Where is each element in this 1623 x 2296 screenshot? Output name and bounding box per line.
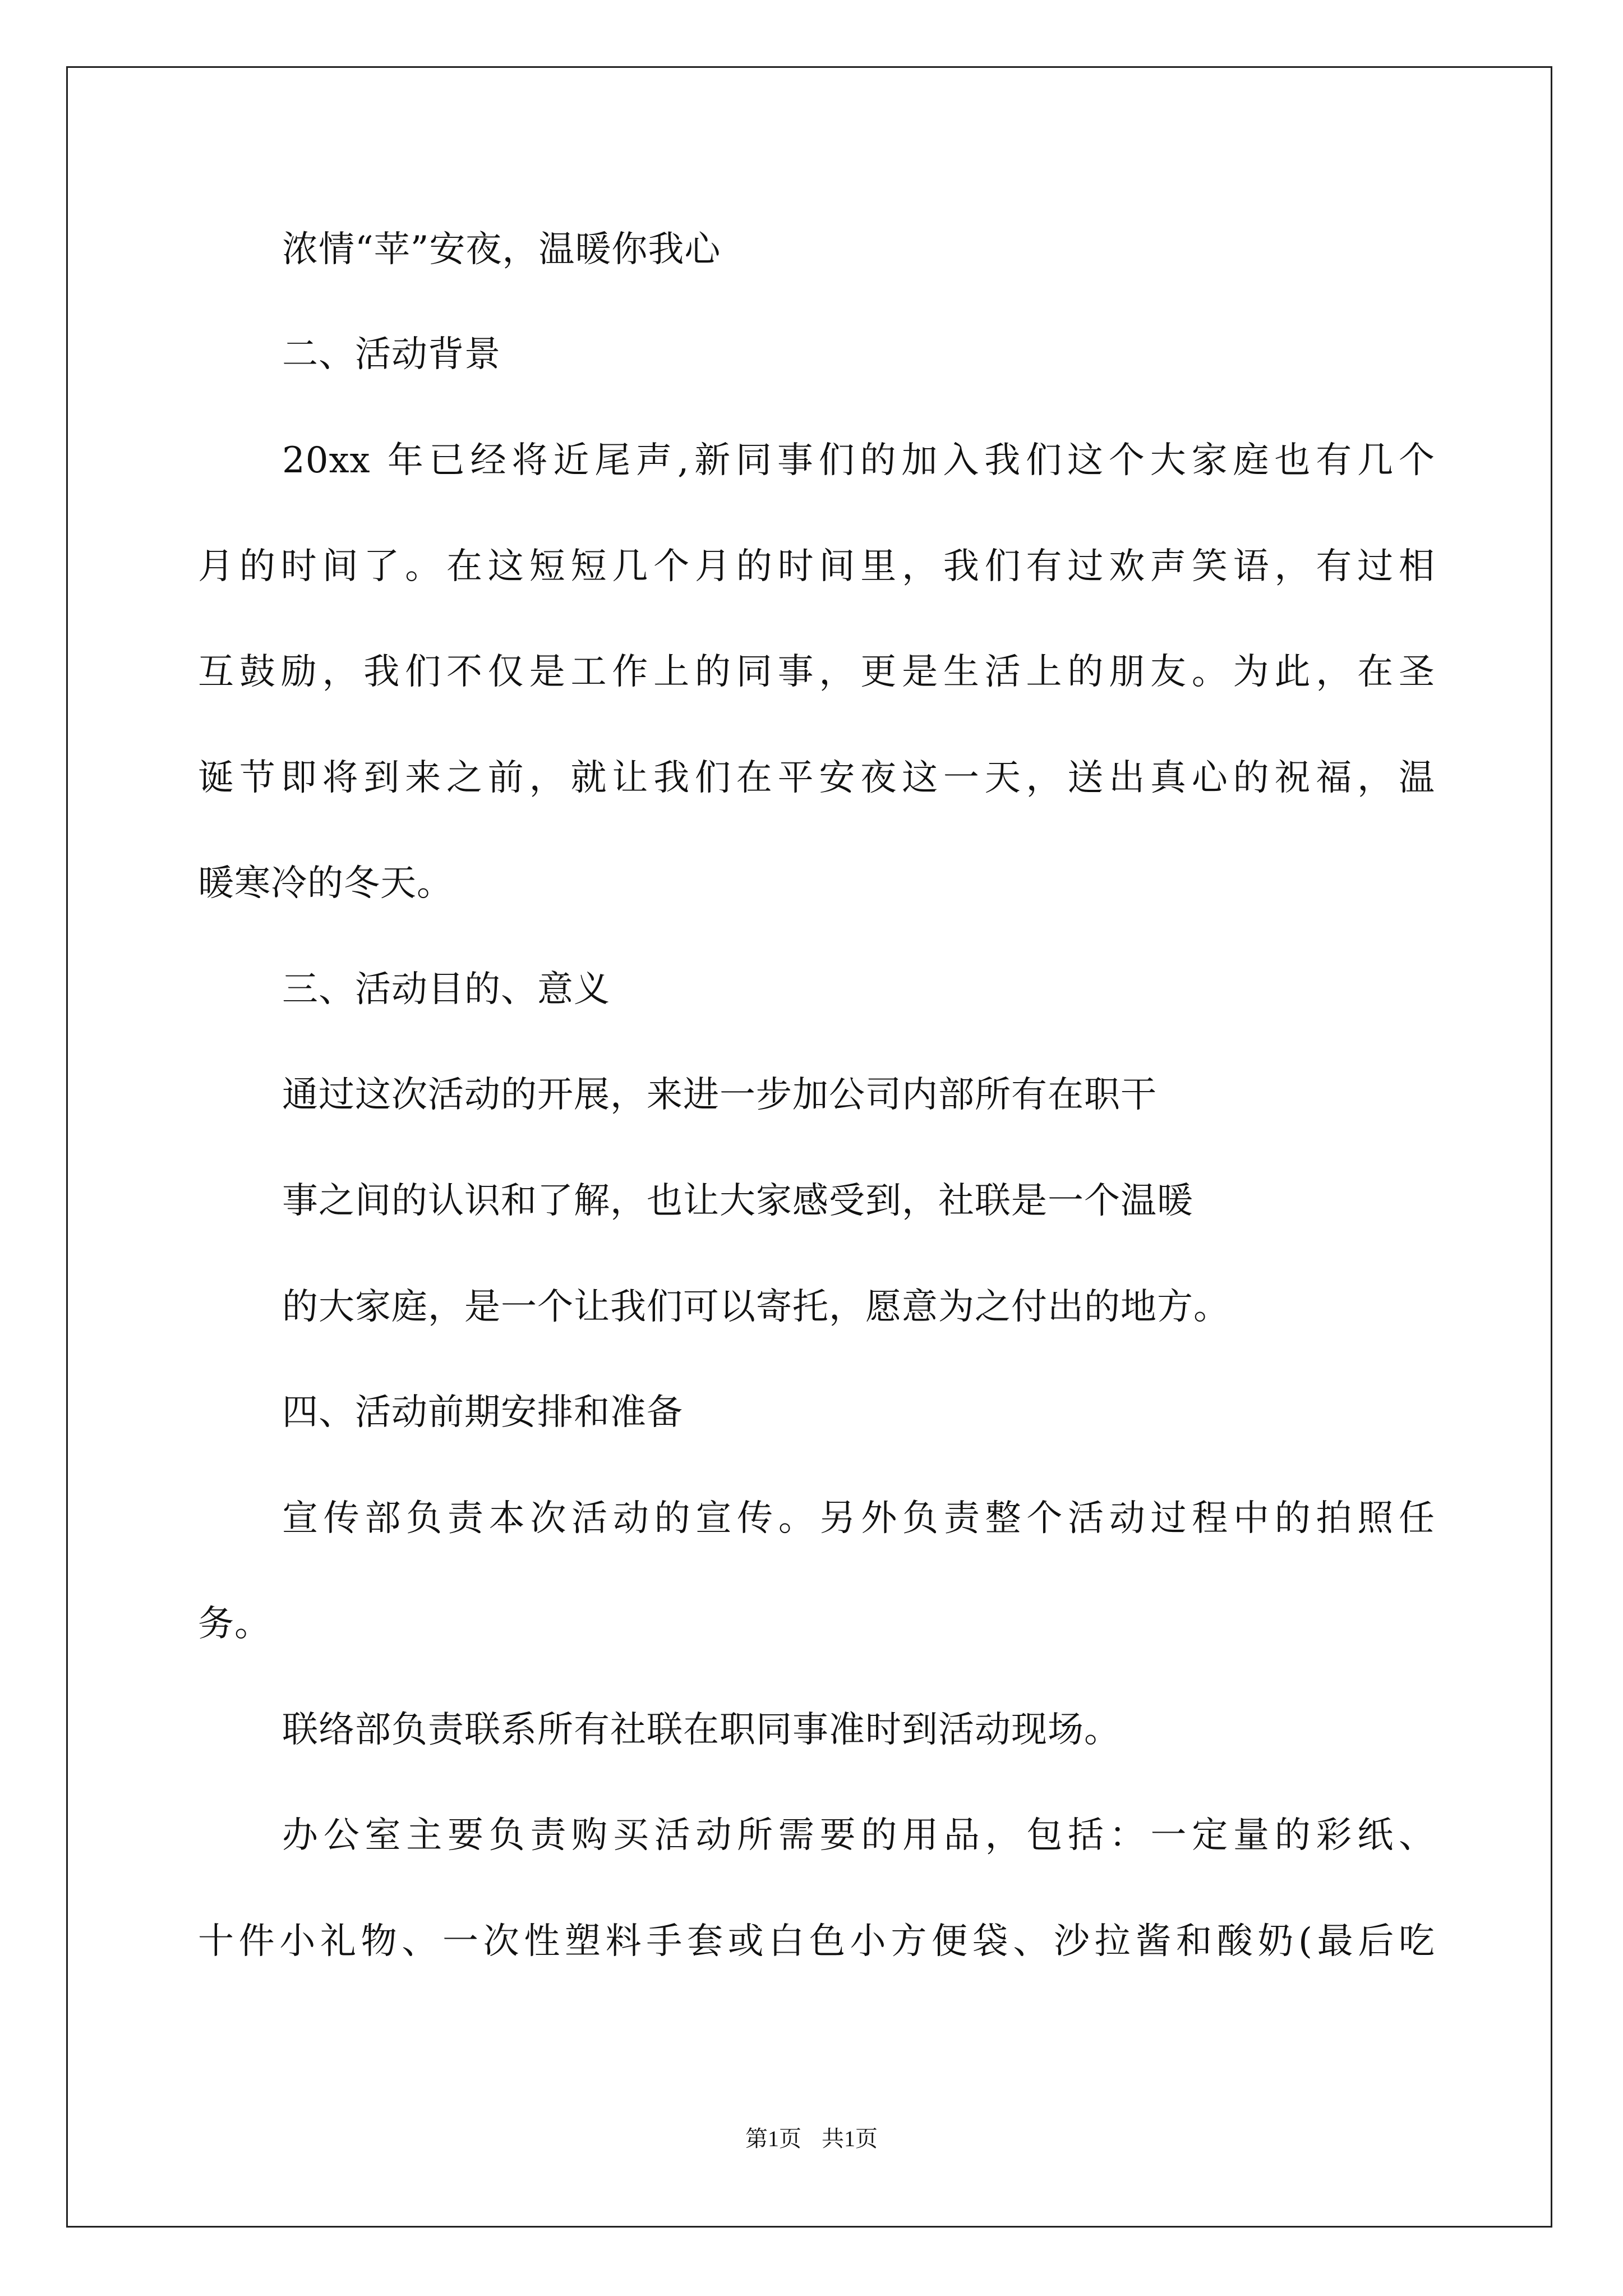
section-heading-background: 二、活动背景 bbox=[282, 334, 501, 375]
paragraph-line: 通过这次活动的开展，来进一步加公司内部所有在职干 bbox=[282, 1074, 1157, 1116]
paragraph-line: 暖寒冷的冬天。 bbox=[198, 863, 453, 904]
paragraph-line: 互鼓励，我们不仅是工作上的同事，更是生活上的朋友。为此，在圣 bbox=[198, 651, 1435, 693]
paragraph-line: 十件小礼物、一次性塑料手套或白色小方便袋、沙拉酱和酸奶(最后吃 bbox=[198, 1921, 1435, 1962]
page-number: 第1页 bbox=[745, 2126, 801, 2151]
paragraph-line: 诞节即将到来之前，就让我们在平安夜这一天，送出真心的祝福，温 bbox=[198, 757, 1435, 799]
section-heading-preparation: 四、活动前期安排和准备 bbox=[282, 1392, 683, 1433]
page-footer bbox=[0, 2125, 1623, 2153]
page-total: 共1页 bbox=[822, 2126, 878, 2151]
paragraph-line: 的大家庭，是一个让我们可以寄托，愿意为之付出的地方。 bbox=[282, 1286, 1230, 1328]
paragraph-line: 宣传部负责本次活动的宣传。另外负责整个活动过程中的拍照任 bbox=[282, 1498, 1435, 1539]
paragraph-line: 20xx 年已经将近尾声,新同事们的加入我们这个大家庭也有几个 bbox=[282, 440, 1435, 481]
page-border bbox=[66, 66, 1552, 2228]
paragraph-line: 务。 bbox=[198, 1603, 271, 1645]
section-heading-purpose: 三、活动目的、意义 bbox=[282, 969, 610, 1010]
event-title: 浓情“苹”安夜，温暖你我心 bbox=[282, 229, 721, 270]
paragraph-line: 办公室主要负责购买活动所需要的用品，包括：一定量的彩纸、 bbox=[282, 1815, 1435, 1856]
paragraph-line: 事之间的认识和了解，也让大家感受到，社联是一个温暖 bbox=[282, 1180, 1193, 1222]
paragraph-line: 月的时间了。在这短短几个月的时间里，我们有过欢声笑语，有过相 bbox=[198, 546, 1435, 587]
paragraph-line: 联络部负责联系所有社联在职同事准时到活动现场。 bbox=[282, 1709, 1121, 1751]
